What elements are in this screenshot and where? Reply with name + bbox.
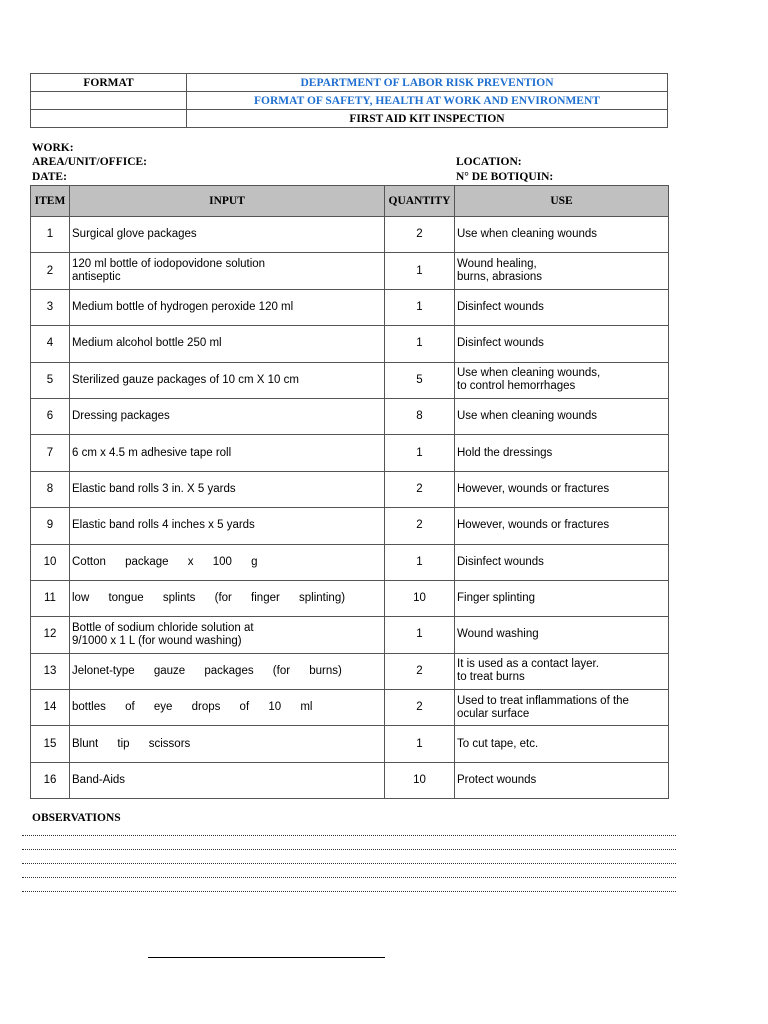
item-number: 12: [31, 617, 70, 653]
item-use: Disinfect wounds: [455, 289, 669, 325]
observation-line[interactable]: [22, 835, 676, 836]
item-input: Dressing packages: [70, 398, 385, 434]
table-row: [31, 726, 669, 762]
item-use: Use when cleaning wounds: [455, 217, 669, 253]
signature-line: [148, 957, 385, 958]
table-header-row: [31, 186, 669, 217]
observations-title: OBSERVATIONS: [32, 812, 121, 824]
item-quantity: 1: [385, 289, 455, 325]
table-row: [31, 580, 669, 616]
item-number: 8: [31, 471, 70, 507]
item-use: Hold the dressings: [455, 435, 669, 471]
item-input: Sterilized gauze packages of 10 cm X 10 cm: [70, 362, 385, 398]
observation-line[interactable]: [22, 877, 676, 878]
item-use: Wound washing: [455, 617, 669, 653]
item-use: Protect wounds: [455, 762, 669, 798]
column-header-use: USE: [455, 186, 669, 217]
table-row: [31, 217, 669, 253]
table-row: [31, 253, 669, 289]
item-input: Medium alcohol bottle 250 ml: [70, 326, 385, 362]
item-input: Band-Aids: [70, 762, 385, 798]
item-number: 10: [31, 544, 70, 580]
item-use: However, wounds or fractures: [455, 508, 669, 544]
item-input: Medium bottle of hydrogen peroxide 120 ml: [70, 289, 385, 325]
table-row: [31, 544, 669, 580]
kit-number-label: N° DE BOTIQUIN:: [456, 171, 554, 183]
format-empty-cell: [31, 92, 187, 110]
table-row: [31, 653, 669, 689]
item-quantity: 8: [385, 398, 455, 434]
table-row: [31, 471, 669, 507]
item-number: 16: [31, 762, 70, 798]
area-label: AREA/UNIT/OFFICE:: [32, 156, 148, 168]
item-use: Wound healing, burns, abrasions: [455, 253, 669, 289]
item-quantity: 10: [385, 580, 455, 616]
item-number: 14: [31, 690, 70, 726]
item-input: Blunt tip scissors: [70, 726, 385, 762]
item-use: Finger splinting: [455, 580, 669, 616]
item-number: 13: [31, 653, 70, 689]
item-input: Jelonet-type gauze packages (for burns): [70, 653, 385, 689]
work-label: WORK:: [32, 142, 74, 154]
item-number: 5: [31, 362, 70, 398]
format-empty-cell-2: [31, 110, 187, 128]
item-use: Disinfect wounds: [455, 544, 669, 580]
inspection-title: FIRST AID KIT INSPECTION: [187, 110, 668, 128]
item-use: Use when cleaning wounds, to control hemorrhages: [455, 362, 669, 398]
first-aid-items-table: [30, 185, 669, 799]
item-number: 1: [31, 217, 70, 253]
item-number: 3: [31, 289, 70, 325]
table-row: [31, 690, 669, 726]
item-quantity: 5: [385, 362, 455, 398]
document-header: [30, 73, 668, 128]
item-use: To cut tape, etc.: [455, 726, 669, 762]
observation-line[interactable]: [22, 849, 676, 850]
item-number: 7: [31, 435, 70, 471]
item-number: 9: [31, 508, 70, 544]
item-quantity: 2: [385, 653, 455, 689]
item-quantity: 10: [385, 762, 455, 798]
table-row: [31, 326, 669, 362]
item-use: It is used as a contact layer. to treat burns: [455, 653, 669, 689]
item-quantity: 2: [385, 508, 455, 544]
department-title: DEPARTMENT OF LABOR RISK PREVENTION: [187, 74, 668, 92]
observation-line[interactable]: [22, 863, 676, 864]
item-input: Cotton package x 100 g: [70, 544, 385, 580]
item-quantity: 1: [385, 726, 455, 762]
item-number: 6: [31, 398, 70, 434]
format-label: FORMAT: [31, 74, 187, 92]
item-quantity: 2: [385, 690, 455, 726]
item-number: 2: [31, 253, 70, 289]
observation-line[interactable]: [22, 891, 676, 892]
table-row: [31, 617, 669, 653]
item-quantity: 1: [385, 617, 455, 653]
item-input: bottles of eye drops of 10 ml: [70, 690, 385, 726]
item-quantity: 2: [385, 217, 455, 253]
item-input: Surgical glove packages: [70, 217, 385, 253]
item-quantity: 1: [385, 544, 455, 580]
date-label: DATE:: [32, 171, 67, 183]
item-quantity: 1: [385, 435, 455, 471]
table-row: [31, 362, 669, 398]
item-quantity: 2: [385, 471, 455, 507]
item-number: 15: [31, 726, 70, 762]
table-row: [31, 762, 669, 798]
item-input: Elastic band rolls 4 inches x 5 yards: [70, 508, 385, 544]
item-input: 6 cm x 4.5 m adhesive tape roll: [70, 435, 385, 471]
column-header-input: INPUT: [70, 186, 385, 217]
item-input: Bottle of sodium chloride solution at 9/1000 x 1 L (for wound washing): [70, 617, 385, 653]
location-label: LOCATION:: [456, 156, 522, 168]
item-input: 120 ml bottle of iodopovidone solution antiseptic: [70, 253, 385, 289]
item-input: Elastic band rolls 3 in. X 5 yards: [70, 471, 385, 507]
item-use: However, wounds or fractures: [455, 471, 669, 507]
item-number: 11: [31, 580, 70, 616]
item-number: 4: [31, 326, 70, 362]
table-row: [31, 435, 669, 471]
table-row: [31, 398, 669, 434]
table-row: [31, 289, 669, 325]
column-header-item: ITEM: [31, 186, 70, 217]
item-input: low tongue splints (for finger splinting): [70, 580, 385, 616]
item-use: Used to treat inflammations of the ocular surface: [455, 690, 669, 726]
item-quantity: 1: [385, 326, 455, 362]
item-quantity: 1: [385, 253, 455, 289]
item-use: Disinfect wounds: [455, 326, 669, 362]
format-title: FORMAT OF SAFETY, HEALTH AT WORK AND ENVIRONMENT: [187, 92, 668, 110]
column-header-quantity: QUANTITY: [385, 186, 455, 217]
item-use: Use when cleaning wounds: [455, 398, 669, 434]
table-row: [31, 508, 669, 544]
